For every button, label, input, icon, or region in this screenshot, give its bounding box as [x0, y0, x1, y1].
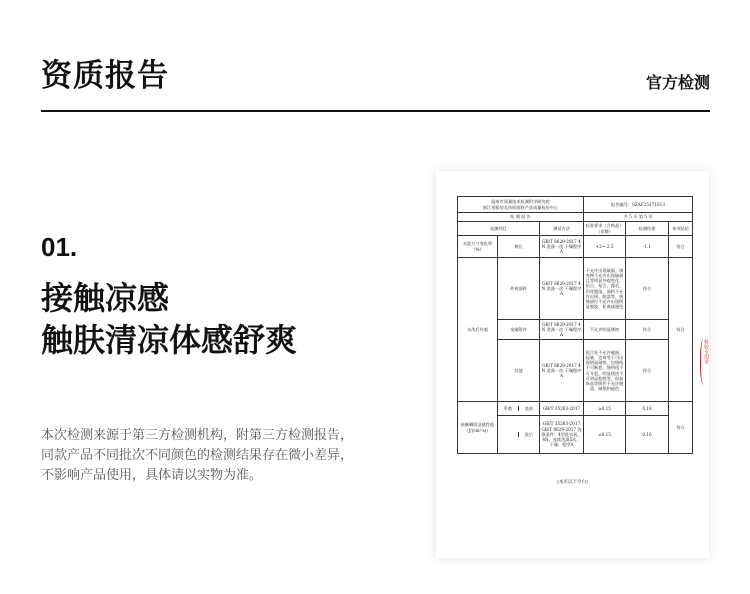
- table-cell: 符合: [669, 236, 693, 258]
- test-report-image: [436, 171, 709, 558]
- table-cell: ≥0.15: [584, 402, 626, 416]
- table-cell: 0.16: [626, 416, 669, 454]
- table-cell: 符合: [669, 402, 693, 454]
- table-cell: GB/T 8629-2017 4N 洗涤一次 干燥程序A: [540, 340, 584, 402]
- table-cell: -1.1: [626, 236, 669, 258]
- column-header: 检测项目: [458, 222, 540, 236]
- column-header: 测试方法: [540, 222, 584, 236]
- table-cell: 不允许出现破洞、填充物不允许出现破损且等明显外观变化、钻合、复合、露毛、印花脱落，面料不允许出现、脱落等，接缝部位不允许出现明显脱胶、松离或褪色: [584, 258, 626, 320]
- table-cell: 其他: [498, 340, 540, 402]
- table-cell: [498, 432, 519, 437]
- table-cell: 0.18: [626, 402, 669, 416]
- official-test-label: 官方检测: [645, 73, 710, 92]
- header-divider: [41, 110, 710, 112]
- table-cell: 符合: [669, 258, 693, 402]
- description-line: 不影响产品使用，具体请以实物为准。: [41, 468, 263, 483]
- table-cell: 水洗尺寸变化率（%）: [458, 236, 498, 258]
- table-cell: 不允许明显锈蚀: [584, 320, 626, 340]
- table-cell: 系数: [498, 406, 519, 411]
- column-header: 检测结果: [626, 222, 669, 236]
- table-cell: [498, 416, 540, 454]
- page-title: 资质报告: [41, 58, 169, 94]
- report-page: 共 5 页 第 5 页: [584, 213, 693, 222]
- table-cell: 接触瞬间凉感性能（J/(cm²·s)）: [458, 402, 498, 454]
- table-cell: 水洗后外观: [458, 258, 498, 402]
- report-footer: (本页以下空白): [557, 480, 588, 485]
- table-cell: ≥0.15: [584, 416, 626, 454]
- report-title: 检 测 报 告: [458, 213, 584, 222]
- table-cell: GB/T 35263-2017 GB/T 8629-2017 洗涤条件：4型洗衣机，4N，连续洗涤5次，干燥：程序A: [540, 416, 584, 454]
- inspection-stamp: 检验专用章: [700, 339, 709, 385]
- section-subheading: 触肤清凉体感舒爽: [41, 321, 298, 359]
- table-cell: 外观面料: [498, 258, 540, 320]
- table-cell: GB/T 8629-2017 4N 洗涤一次 干燥程序A: [540, 258, 584, 320]
- table-cell: 符合: [626, 340, 669, 402]
- section-description: [41, 426, 381, 486]
- table-cell: 洗后: [524, 431, 534, 437]
- column-header: 单项结论: [669, 222, 693, 236]
- table-cell: 符合: [626, 258, 669, 320]
- table-cell: 裤长: [498, 236, 540, 258]
- column-header: 标准要求（合格品）（非整）: [584, 222, 626, 236]
- report-number: 报告编号：SZAF25171613: [584, 197, 693, 213]
- table-cell: [498, 402, 540, 416]
- table-cell: 洗前: [524, 405, 534, 411]
- table-cell: GB/T 8629-2017 4N 洗涤一次 干燥程序A: [540, 320, 584, 340]
- table-cell: GB/T 35263-2017: [540, 402, 584, 416]
- table-cell: +2~-2.5: [584, 236, 626, 258]
- section-number: 01.: [41, 232, 78, 262]
- report-table: [457, 196, 693, 454]
- description-line: 同款产品不同批次不同颜色的检测结果存在微小差异，: [41, 448, 354, 463]
- table-cell: 金属附件: [498, 320, 540, 340]
- section-heading: 接触凉感: [41, 279, 170, 317]
- table-cell: 钮合处不允许破损、起皱、边饰等不可出现明显破损、包缝线不可断裂、缝纫线不可开裂，明显线迹不可明显松脱等，织扣饰品等附件不允许脱落、破损和褪色: [584, 340, 626, 402]
- table-cell: GB/T 8629-2017 4N 洗涤一次 干燥程序A: [540, 236, 584, 258]
- report-institute: 温州市质量技术检测科学研究院 浙江省服装及纺织面料产品质量检验中心: [458, 197, 584, 213]
- description-line: 本次检测来源于第三方检测机构，附第三方检测报告，: [41, 428, 354, 443]
- table-cell: 符合: [626, 320, 669, 340]
